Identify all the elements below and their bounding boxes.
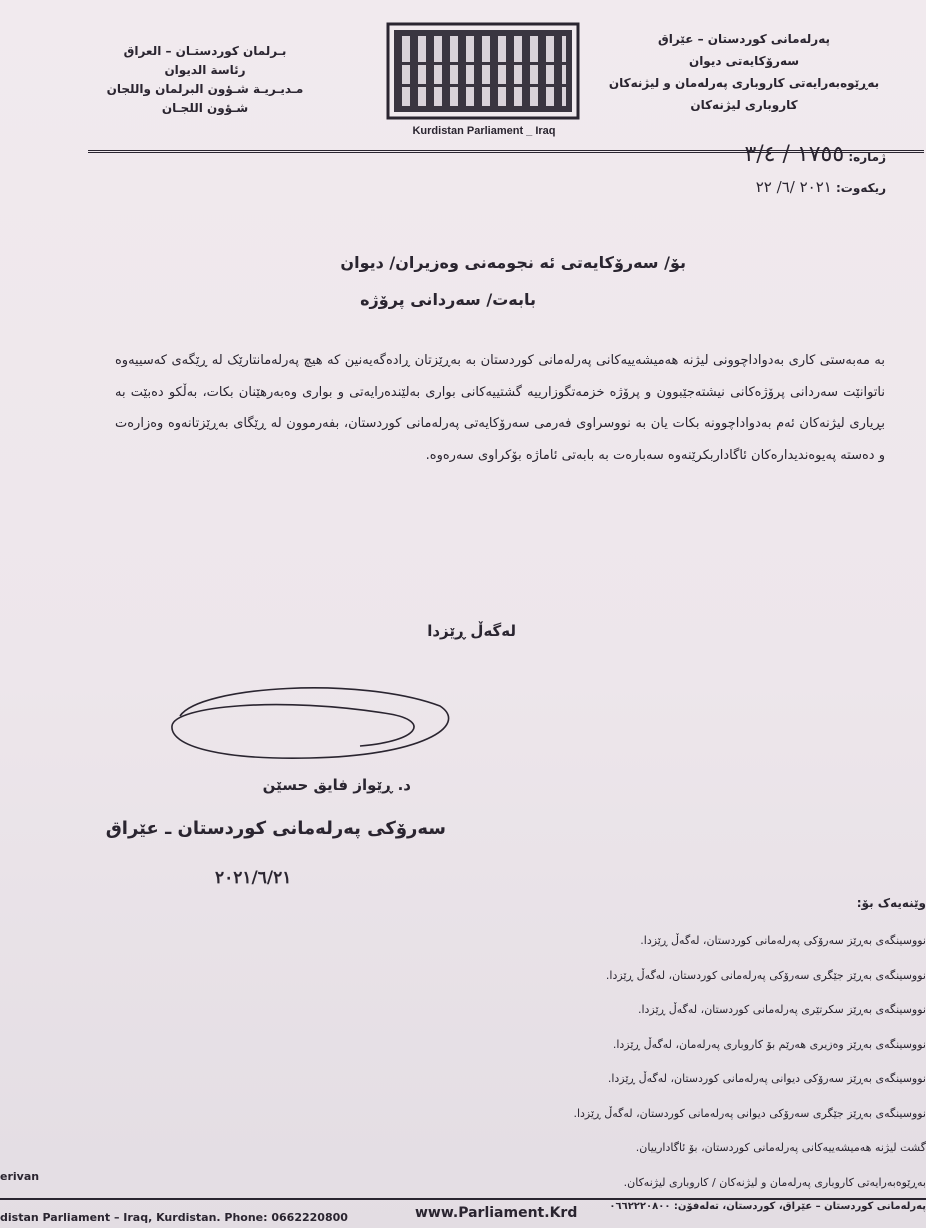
parliament-building-icon [378,22,590,142]
letter-body: بە مەبەستی کاری بەدواداچوونی لیژنە هەمیشەییەکانی پەرلەمانی کوردستان بە بەڕێزتان ڕادەگەیەنین کە هیچ پەرلەمانتارێک لە ڕێگەی کەسییەوە ناتوانێت سەردانی پرۆژەکانی نیشتەجێبوون و پرۆژە خزمەتگوزارییە گشتییەکانی بواری بەلێندەرایەتی و بواری وەبەرهێنان بکات، بەڵکو دەبێت بە بڕیاری لیژنەکان ئەم بەدواداچوونە بکات یان بە نووسراوی فەرمی سەرۆکایەتی پەرلەمانی کوردستان، بفەرموون لە ڕێگای بەڕێزتانەوە وەزارەت و دەستە پەیوەندیدارەکان ئاگاداربکرێنەوە سەبارەت بە بابەتی ئاماژە بۆکراوی سەرەوە. [115,353,885,463]
letter-subject: بابەت/ سەردانی پرۆژە [360,290,536,309]
footer-contact-en: distan Parliament – Iraq, Kurdistan. Phone: 0662220800 [0,1211,348,1224]
signer-title: سەرۆکی پەرلەمانی کوردستان ـ عێراق [105,818,446,839]
list-item: نووسینگەی بەڕێز جێگری سەرۆکی دیوانی پەرلەمانی کوردستان، لەگەڵ ڕێزدا. [573,1106,926,1120]
list-item: بەڕێوەبەرایەتی کاروباری پەرلەمان و لیژنەکان / کاروباری لیژنەکان. [623,1175,926,1189]
letter-addressee: بۆ/ سەرۆکایەتی ئە نجومەنی وەزیران/ دیوان [340,253,686,272]
number-value: ١٧٥٥ / ٣/٤ [744,142,845,167]
header-arabic-line: مـديـريـة شـؤون البرلمان واللجان [106,82,304,96]
footer-city: erivan [0,1170,40,1183]
header-arabic-line: رئاسة الديوان [164,63,246,77]
header-arabic-block [95,42,315,118]
signer-name: د. ڕێواز فایق حسێن [262,776,411,794]
signature [160,676,460,766]
letter-regards: لەگەڵ ڕێزدا [427,622,516,640]
list-item: نووسینگەی بەڕێز جێگری سەرۆکی پەرلەمانی کوردستان، لەگەڵ ڕێزدا. [605,968,926,982]
date-value: ٢٠٢١ /٦/ ٢٢ [755,178,832,196]
number-label: ژمارە: [848,150,886,164]
header-kurdish-line: پەرلەمانی کوردستان – عێراق [657,32,830,46]
signed-date: ٢٠٢١/٦/٢١ [215,868,292,888]
list-item: گشت لیژنە هەمیشەییەکانی پەرلەمانی کوردستان، بۆ ئاگادارییان. [635,1141,926,1154]
cc-list [366,924,926,1200]
header-kurdish-line: کاروباری لیژنەکان [690,98,798,112]
header-arabic-line: شـؤون اللجـان [161,101,249,115]
header-kurdish-line: بەڕێوەبەرایەتی کاروباری پەرلەمان و لیژنەکان [608,76,880,90]
reference-date [756,178,886,196]
list-item: نووسینگەی بەڕێز سەرۆکی پەرلەمانی کوردستان، لەگەڵ ڕێزدا. [640,934,926,947]
footer-divider [0,1198,926,1200]
parliament-logo [378,22,590,142]
footer-website: www.Parliament.Krd [415,1205,578,1221]
list-item: نووسینگەی بەڕێز سەرۆکی دیوانی پەرلەمانی کوردستان، لەگەڵ ڕێزدا. [607,1072,926,1085]
footer-contact-ku: پەرلەمانی کوردستان – عێراق، کوردستان، تەلەفۆن: ٠٦٦٢٢٢٠٨٠٠ [609,1201,926,1212]
header-arabic-line: بـرلمان كوردستـان – العراق [123,44,287,58]
header-kurdish-block [584,28,904,116]
logo-caption: Kurdistan Parliament _ Iraq [412,125,556,137]
reference-number [744,142,886,167]
date-label: ریکەوت: [836,181,886,195]
cc-label: وێنەیەک بۆ: [856,896,926,910]
list-item: نووسینگەی بەڕێز وەزیری هەرێم بۆ کاروباری پەرلەمان، لەگەڵ ڕێزدا. [612,1037,926,1051]
list-item: نووسینگەی بەڕێز سکرتێری پەرلەمانی کوردستان، لەگەڵ ڕێزدا. [637,1003,926,1016]
header-kurdish-line: سەرۆکایەتی دیوان [688,54,800,68]
